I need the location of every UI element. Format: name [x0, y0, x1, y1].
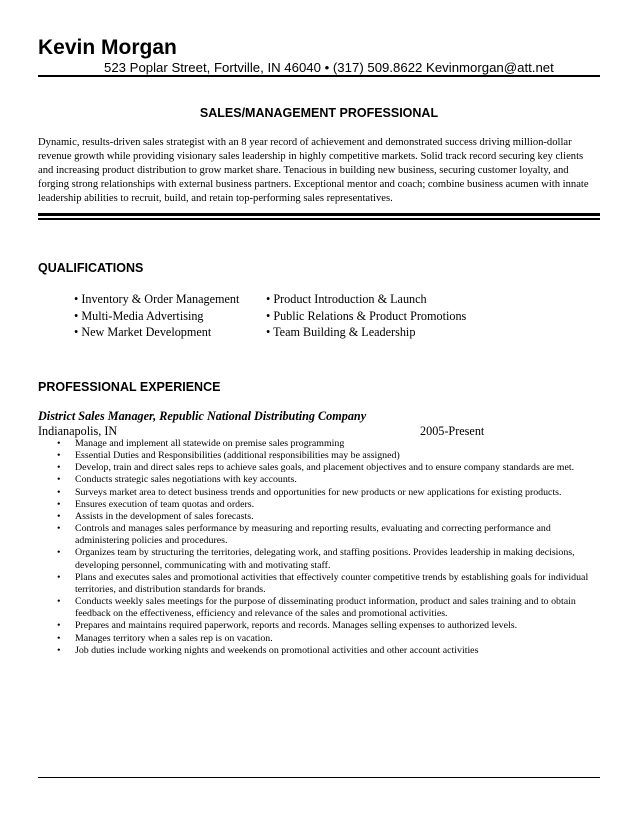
bullet: •: [57, 596, 61, 608]
duty-text: Organizes team by structuring the territories, delegating work, and staffing positions. Provides leadership in making decisions, developing personnel, communicating with and motivating staff.: [75, 547, 575, 571]
duty-item: [57, 547, 600, 571]
duty-text: Manages territory when a sales rep is on vacation.: [75, 632, 273, 644]
duty-item: [57, 474, 600, 486]
duty-text: Develop, train and direct sales reps to achieve sales goals, and placement objectives and to ensure company standards are met.: [75, 462, 575, 474]
duty-item: [57, 596, 600, 620]
qualification-item: • Multi-Media Advertising: [74, 308, 204, 323]
duty-text: Conducts weekly sales meetings for the purpose of disseminating product information, product and sales training and to obtain feedback on the effectiveness, efficiency and relevance of the sales and promotional activities.: [75, 596, 576, 620]
duty-item: [57, 633, 600, 645]
section-divider-thick: [38, 213, 600, 216]
duty-text: Conducts strategic sales negotiations with key accounts.: [75, 474, 297, 486]
bullet: •: [57, 462, 61, 474]
duty-item: [57, 450, 600, 462]
duty-item: [57, 572, 600, 596]
duty-item: [57, 511, 600, 523]
duty-text: Ensures execution of team quotas and orders.: [75, 498, 255, 510]
bullet: •: [57, 498, 61, 510]
duty-item: [57, 438, 600, 450]
job-location: Indianapolis, IN: [38, 424, 118, 438]
qualification-item: • New Market Development: [74, 325, 212, 339]
bullet: •: [57, 438, 61, 449]
job-title: District Sales Manager, Republic National Distributing Company: [38, 409, 367, 423]
job-duties-list: [57, 438, 600, 657]
bullet: •: [57, 632, 61, 644]
duty-text: Prepares and maintains required paperwork, reports and records. Manages selling expenses to authorized levels.: [75, 620, 518, 632]
resume-name: Kevin Morgan: [38, 36, 177, 59]
duty-item: [57, 620, 600, 632]
qualification-item: • Public Relations & Product Promotions: [266, 308, 467, 323]
summary-paragraph: Dynamic, results-driven sales strategist with an 8 year record of achievement and demonstrated success driving million-dollar revenue growth while providing visionary sales leadership in highly competitive markets. Solid track record securing key clients and increasing product distribution to grow market share. Tenacious in building new business, securing customer loyalty, and forging strong relationships with external business partners. Exceptional mentor and coach; combine business acumen with innate leadership abilities to recruit, build, and retain top-performing sales representatives.: [38, 137, 589, 204]
section-divider-thin: [38, 218, 600, 220]
professional-title: SALES/MANAGEMENT PROFESSIONAL: [199, 106, 439, 120]
duty-item: [57, 645, 600, 657]
bullet: •: [57, 620, 61, 632]
bullet: •: [57, 571, 61, 583]
bullet: •: [57, 450, 61, 462]
contact-info: 523 Poplar Street, Fortville, IN 46040 • (317) 509.8622 Kevinmorgan@att.net: [104, 60, 554, 75]
qualification-item: • Team Building & Leadership: [266, 325, 416, 339]
bullet: •: [57, 644, 61, 656]
duty-text: Job duties include working nights and weekends on promotional activities and other account activities: [75, 644, 479, 656]
duty-text: Controls and manages sales performance by measuring and reporting results, evaluating and correcting performance and administering policies and procedures.: [75, 523, 551, 547]
bullet: •: [57, 510, 61, 522]
duty-text: Surveys market area to detect business trends and opportunities for new products or new applications for existing products.: [75, 486, 562, 498]
duty-item: [57, 462, 600, 474]
duty-text: Assists in the development of sales forecasts.: [75, 510, 254, 522]
experience-heading: PROFESSIONAL EXPERIENCE: [38, 380, 221, 394]
qualifications-heading: QUALIFICATIONS: [38, 261, 144, 275]
bullet: •: [57, 547, 61, 559]
bullet: •: [57, 523, 61, 535]
footer-divider: [38, 777, 600, 778]
job-dates: 2005-Present: [420, 424, 485, 438]
qualification-item: • Product Introduction & Launch: [266, 292, 427, 306]
duty-text: Plans and executes sales and promotional activities that effectively counter competitive trends by establishing goals for individual territories, and distribution standards for brands.: [75, 571, 589, 595]
bullet: •: [57, 474, 61, 486]
duty-item: [57, 499, 600, 511]
qualifications-list-left: [74, 291, 239, 341]
header-divider: [38, 75, 600, 77]
duty-text: Essential Duties and Responsibilities (additional responsibilities may be assigned): [75, 450, 400, 462]
duty-item: [57, 523, 600, 547]
qualifications-list-right: [266, 291, 466, 341]
duty-text: Manage and implement all statewide on premise sales programming: [75, 438, 345, 449]
duty-item: [57, 487, 600, 499]
bullet: •: [57, 486, 61, 498]
qualification-item: • Inventory & Order Management: [74, 292, 240, 306]
